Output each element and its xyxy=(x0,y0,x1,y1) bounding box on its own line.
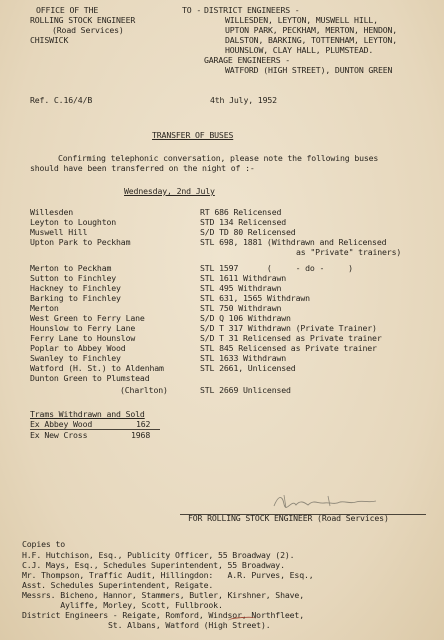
to-line-1: DISTRICT ENGINEERS - xyxy=(204,5,300,15)
tram-label: Ex New Cross xyxy=(30,430,88,440)
memo-date: 4th July, 1952 xyxy=(210,95,277,105)
intro-line-2: should have been transferred on the night of :- xyxy=(30,163,255,173)
transfer-day: Wednesday, 2nd July xyxy=(124,186,215,196)
transfer-route: Swanley to Finchley xyxy=(30,353,121,363)
transfer-detail: S/D T 31 Relicensed as Private trainer xyxy=(200,333,382,343)
handwritten-signature xyxy=(270,490,380,512)
to-label: TO - xyxy=(182,5,202,15)
trams-rule xyxy=(30,429,160,430)
transfer-detail: S/D TD 80 Relicensed xyxy=(200,227,296,237)
to-line-5: HOUNSLOW, CLAY HALL, PLUMSTEAD. xyxy=(225,45,374,55)
to-line-4: DALSTON, BARKING, TOTTENHAM, LEYTON, xyxy=(225,35,398,45)
transfer-route: Willesden xyxy=(30,207,74,217)
copies-line: Asst. Schedules Superintendent, Reigate. xyxy=(22,580,214,590)
to-line-7: WATFORD (HIGH STREET), DUNTON GREEN xyxy=(225,65,393,75)
transfer-route: Merton xyxy=(30,303,59,313)
transfer-route: Leyton to Loughton xyxy=(30,217,117,227)
transfer-route: Upton Park to Peckham xyxy=(30,237,131,247)
tram-label: Ex Abbey Wood xyxy=(30,419,93,429)
copies-line: District Engineers - Reigate, Romford, Windsor, Northfleet, xyxy=(22,610,304,620)
transfer-route: Muswell Hill xyxy=(30,227,88,237)
from-line-4: CHISWICK xyxy=(30,35,69,45)
transfer-detail: STL 2661, Unlicensed xyxy=(200,363,296,373)
transfer-detail: STL 750 Withdrawn xyxy=(200,303,282,313)
transfer-detail: STL 1597 ( - do - ) xyxy=(200,263,353,273)
transfer-detail: STD 134 Relicensed xyxy=(200,217,287,227)
transfer-route: West Green to Ferry Lane xyxy=(30,313,145,323)
transfer-route: Hounslow to Ferry Lane xyxy=(30,323,136,333)
reference: Ref. C.16/4/B xyxy=(30,95,93,105)
transfer-detail: RT 686 Relicensed xyxy=(200,207,282,217)
to-line-2: WILLESDEN, LEYTON, MUSWELL HILL, xyxy=(225,15,378,25)
transfer-detail: STL 1611 Withdrawn xyxy=(200,273,287,283)
transfer-route: Sutton to Finchley xyxy=(30,273,117,283)
copies-line: Ayliffe, Morley, Scott, Fullbrook. xyxy=(22,600,223,610)
transfer-detail: S/D Q 106 Withdrawn xyxy=(200,313,291,323)
transfer-detail: STL 2669 Unlicensed xyxy=(200,385,291,395)
copies-heading: Copies to xyxy=(22,539,66,549)
copies-line: St. Albans, Watford (High Street). xyxy=(22,620,271,630)
tram-value: 162 xyxy=(136,419,151,429)
memo-title: TRANSFER OF BUSES xyxy=(152,130,234,140)
copies-line: Messrs. Bicheno, Hannor, Stammers, Butler, Kirshner, Shave, xyxy=(22,590,304,600)
copies-line: H.F. Hutchison, Esq., Publicity Officer, 55 Broadway (2). xyxy=(22,550,295,560)
transfer-route: Dunton Green to Plumstead xyxy=(30,373,150,383)
transfer-detail: STL 495 Withdrawn xyxy=(200,283,282,293)
intro-line-1: Confirming telephonic conversation, please note the following buses xyxy=(58,153,379,163)
transfer-route: Poplar to Abbey Wood xyxy=(30,343,126,353)
transfer-route: Ferry Lane to Hounslow xyxy=(30,333,136,343)
transfer-detail: STL 845 Relicensed as Private trainer xyxy=(200,343,377,353)
transfer-detail: S/D T 317 Withdrawn (Private Trainer) xyxy=(200,323,377,333)
trams-heading: Trams Withdrawn and Sold xyxy=(30,409,145,419)
transfer-route: Merton to Peckham xyxy=(30,263,112,273)
to-line-6: GARAGE ENGINEERS - xyxy=(204,55,291,65)
from-line-1: OFFICE OF THE xyxy=(36,5,99,15)
tram-value: 1968 xyxy=(131,430,151,440)
copies-line: C.J. Mays, Esq., Schedules Superintendent, 55 Broadway. xyxy=(22,560,285,570)
signoff: FOR ROLLING STOCK ENGINEER (Road Services) xyxy=(188,513,389,523)
transfer-detail: STL 631, 1565 Withdrawn xyxy=(200,293,310,303)
copies-line: Mr. Thompson, Traffic Audit, Hillingdon: A.R. Purves, Esq., xyxy=(22,570,314,580)
transfer-route: Barking to Finchley xyxy=(30,293,121,303)
to-line-3: UPTON PARK, PECKHAM, MERTON, HENDON, xyxy=(225,25,398,35)
transfer-route: (Charlton) xyxy=(120,385,168,395)
transfer-route: Watford (H. St.) to Aldenham xyxy=(30,363,164,373)
transfer-detail: STL 1633 Withdrawn xyxy=(200,353,287,363)
transfer-route: Hackney to Finchley xyxy=(30,283,121,293)
transfer-detail: as "Private" trainers) xyxy=(296,247,402,257)
from-line-3: (Road Services) xyxy=(52,25,124,35)
from-line-2: ROLLING STOCK ENGINEER xyxy=(30,15,136,25)
transfer-detail: STL 698, 1881 (Withdrawn and Relicensed xyxy=(200,237,387,247)
